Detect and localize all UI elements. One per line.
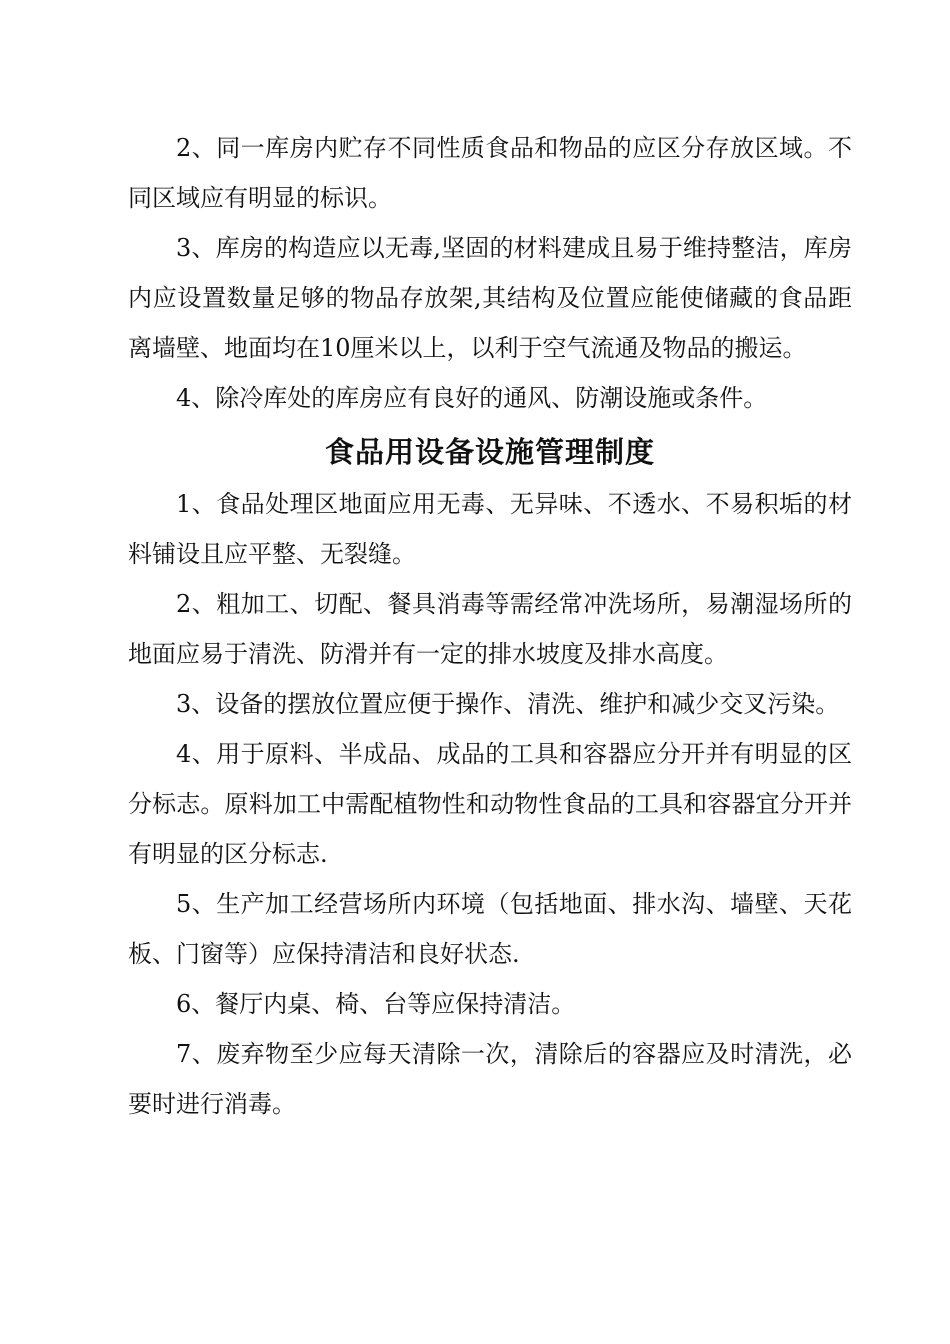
paragraph-equipment-1: 1、食品处理区地面应用无毒、无异味、不透水、不易积垢的材料铺设且应平整、无裂缝。 [128,490,852,568]
paragraph-equipment-4: 4、用于原料、半成品、成品的工具和容器应分开并有明显的区分标志。原料加工中需配植物性和动物性食品的工具和容器宜分开并有明显的区分标志. [128,740,852,868]
paragraph-storage-2: 2、同一库房内贮存不同性质食品和物品的应区分存放区域。不同区域应有明显的标识。 [128,134,852,212]
paragraph-equipment-5: 5、生产加工经营场所内环境（包括地面、排水沟、墙壁、天花板、门窗等）应保持清洁和良好状态. [128,890,852,968]
paragraph-equipment-3: 3、设备的摆放位置应便于操作、清洗、维护和减少交叉污染。 [176,690,840,718]
paragraph-equipment-6: 6、餐厅内桌、椅、台等应保持清洁。 [176,990,576,1018]
section-title: 食品用设备设施管理制度 [324,435,655,469]
document-page [128,123,852,1129]
paragraph-equipment-2: 2、粗加工、切配、餐具消毒等需经常冲洗场所，易潮湿场所的地面应易于清洗、防滑并有一定的排水坡度及排水高度。 [128,590,852,668]
paragraph-equipment-7: 7、废弃物至少应每天清除一次，清除后的容器应及时清洗，必要时进行消毒。 [128,1040,852,1118]
paragraph-storage-3: 3、库房的构造应以无毒,坚固的材料建成且易于维持整洁，库房内应设置数量足够的物品存放架,其结构及位置应能使储藏的食品距离墙壁、地面均在10厘米以上，以利于空气流通及物品的搬运。 [128,234,852,362]
paragraph-storage-4: 4、除冷库处的库房应有良好的通风、防潮设施或条件。 [176,384,768,412]
